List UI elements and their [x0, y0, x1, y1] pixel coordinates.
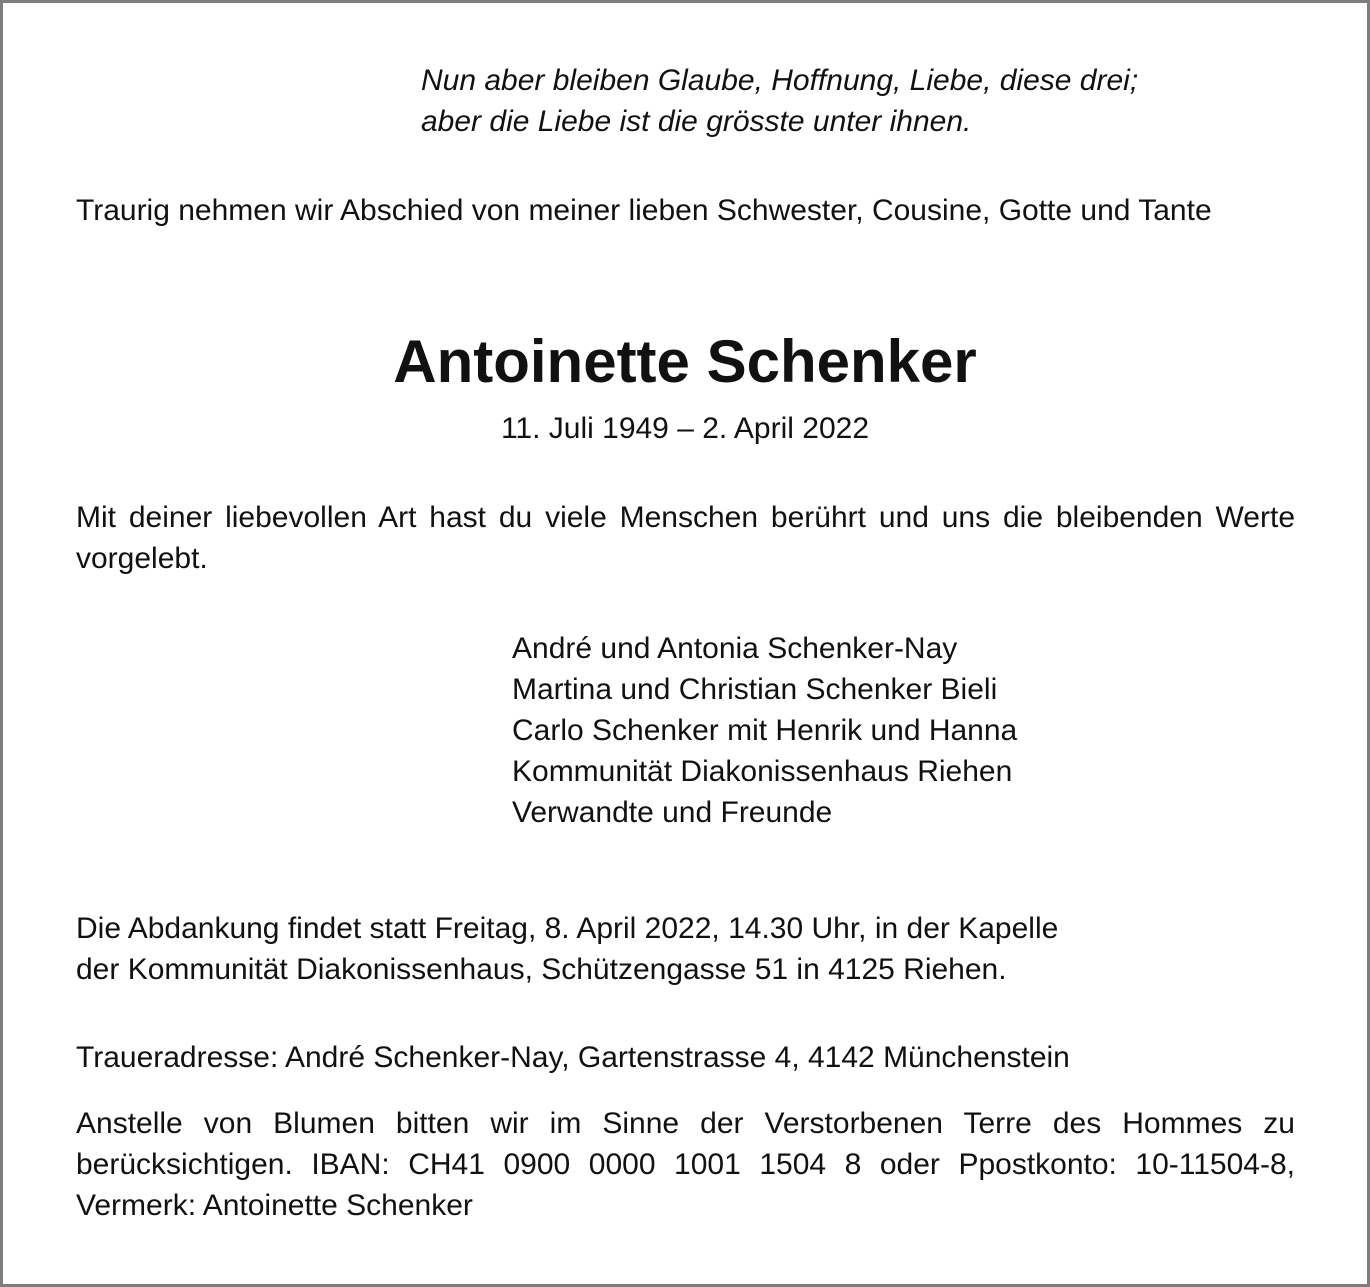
mourner: Carlo Schenker mit Henrik und Hanna: [512, 714, 1018, 747]
ceremony-info: [76, 908, 1058, 990]
mourner: Verwandte und Freunde: [512, 796, 833, 829]
intro-text: Traurig nehmen wir Abschied von meiner lieben Schwester, Cousine, Gotte und Tante: [76, 194, 1212, 227]
donation-text: Anstelle von Blumen bitten wir im Sinne der Verstorbenen Terre des Hommes zu berücksichtigen. IBAN: CH41 0900 0000 1001 1504 8 oder Ppostkonto: 10-11504-8, Vermerk: Antoinette Schenker: [76, 1107, 1295, 1222]
life-dates: 11. Juli 1949 – 2. April 2022: [500, 412, 870, 445]
mourners-list: [512, 628, 1017, 833]
tribute-text: Mit deiner liebevollen Art hast du viele Menschen berührt und uns die bleibenden Werte vorgelebt.: [76, 501, 1295, 575]
quote-line: aber die Liebe ist die grösste unter ihnen.: [421, 105, 972, 138]
ceremony-line: der Kommunität Diakonissenhaus, Schützengasse 51 in 4125 Riehen.: [76, 953, 1007, 986]
mourner: Martina und Christian Schenker Bieli: [512, 673, 998, 706]
mourner: Kommunität Diakonissenhaus Riehen: [512, 755, 1013, 788]
bible-quote: [421, 60, 1138, 142]
ceremony-line: Die Abdankung findet statt Freitag, 8. April 2022, 14.30 Uhr, in der Kapelle: [76, 912, 1059, 945]
deceased-name: Antoinette Schenker: [393, 328, 977, 395]
quote-line: Nun aber bleiben Glaube, Hoffnung, Liebe, diese drei;: [421, 64, 1139, 97]
mourner: André und Antonia Schenker-Nay: [512, 632, 958, 665]
mourning-address: Traueradresse: André Schenker-Nay, Gartenstrasse 4, 4142 Münchenstein: [76, 1041, 1070, 1074]
